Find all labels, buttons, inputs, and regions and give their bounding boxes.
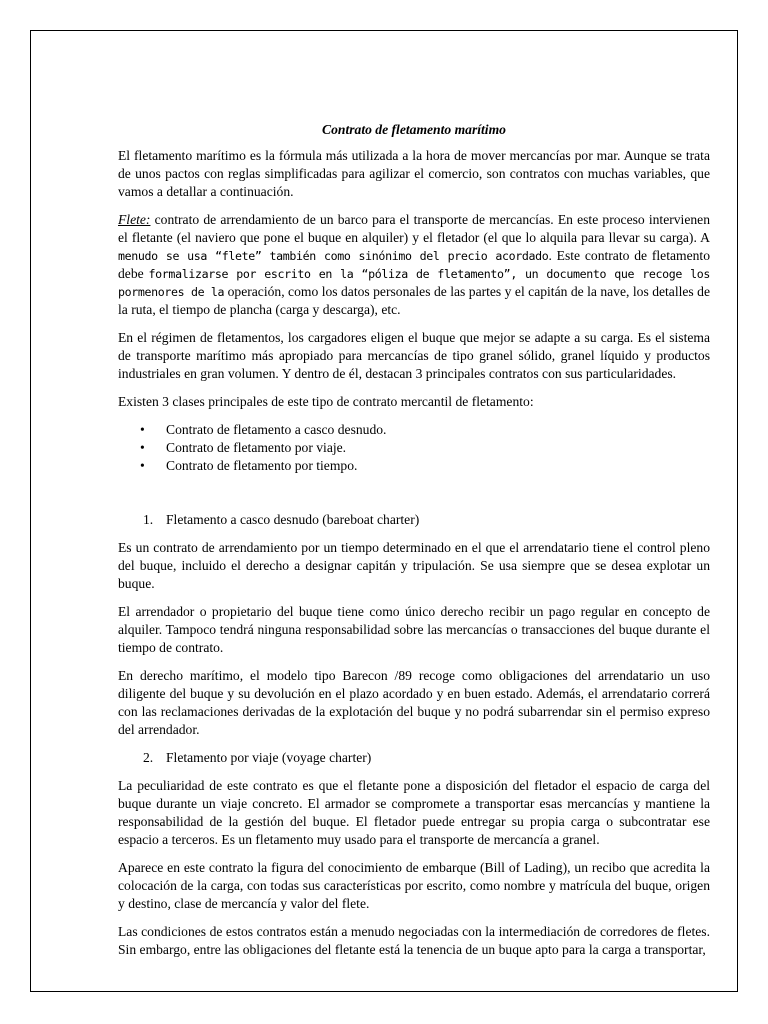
section2-heading bbox=[118, 749, 710, 767]
flete-text-mono: menudo se usa “flete” también como sinónimo del precio acordado bbox=[118, 249, 549, 263]
flete-text-mono-2: formalizarse por escrito en la “póliza de fletamento”, un documento que recoge los pormenores de la bbox=[118, 267, 710, 299]
section2-number: 2. bbox=[143, 750, 154, 765]
list-item: • Contrato de fletamento por viaje. bbox=[118, 439, 710, 457]
section1-paragraph-3: En derecho marítimo, el modelo tipo Barecon /89 recoge como obligaciones del arrendatario un uso diligente del buque y su devolución en el plazo acordado y en buen estado. Además, el arrendatario correrá con las reclamaciones derivadas de la explotación del buque y no podrá subarrendar sin el permiso expreso del arrendador. bbox=[118, 668, 710, 737]
document-title: Contrato de fletamento marítimo bbox=[322, 122, 506, 137]
section1-paragraph-2: El arrendador o propietario del buque tiene como único derecho recibir un pago regular en concepto de alquiler. Tampoco tendrá ninguna responsabilidad sobre las mercancías o transacciones del buque durante el tiempo de contrato. bbox=[118, 604, 710, 655]
flete-label: Flete: bbox=[118, 212, 151, 227]
document-page bbox=[30, 30, 738, 992]
intro-paragraph: El fletamento marítimo es la fórmula más utilizada a la hora de mover mercancías por mar. Aunque se trata de unos pactos con reglas simplificadas para agilizar el comercio, son contratos con muchas variables, que vamos a detallar a continuación. bbox=[118, 148, 710, 199]
list-item: • Contrato de fletamento a casco desnudo. bbox=[118, 421, 710, 439]
section2-paragraph-1: La peculiaridad de este contrato es que el fletante pone a disposición del fletador el espacio de carga del buque durante un viaje concreto. El armador se compromete a transportar esas mercancías y mantiene la responsabilidad de la gestión del buque. El fletador puede entregar su propia carga o subcontratar ese espacio a terceros. Es un fletamento muy usado para el transporte de mercancía a granel. bbox=[118, 778, 710, 847]
section2-paragraph-2: Aparece en este contrato la figura del conocimiento de embarque (Bill of Lading), un recibo que acredita la colocación de la carga, con todas sus características por escrito, como nombre y matrícula del buque, origen y destino, clase de mercancía y valor del flete. bbox=[118, 860, 710, 911]
section1-number: 1. bbox=[143, 512, 154, 527]
section1-paragraph-1: Es un contrato de arrendamiento por un tiempo determinado en el que el arrendatario tiene el control pleno del buque, incluido el derecho a designar capitán y tripulación. Se usa siempre que se desea explotar un buque. bbox=[118, 540, 710, 591]
section1-heading-text: Fletamento a casco desnudo (bareboat charter) bbox=[166, 512, 420, 527]
flete-text-3: operación, como los datos personales de las partes y el capitán de la nave, los detalles de la ruta, el tiempo de plancha (carga y descarga), etc. bbox=[118, 284, 710, 317]
flete-paragraph bbox=[118, 211, 710, 319]
clases-list bbox=[118, 421, 710, 475]
list-item: • Contrato de fletamento por tiempo. bbox=[118, 457, 710, 475]
flete-text-2: . Este contrato de fletamento debe bbox=[118, 248, 710, 281]
section2-heading-text: Fletamento por viaje (voyage charter) bbox=[166, 750, 372, 765]
section2-paragraph-3: Las condiciones de estos contratos están a menudo negociadas con la intermediación de corredores de fletes. Sin embargo, entre las obligaciones del fletante está la tenencia de un buque apto para la carga a transportar, bbox=[118, 924, 710, 957]
section1-heading bbox=[118, 511, 710, 529]
flete-text-1: contrato de arrendamiento de un barco para el transporte de mercancías. En este proceso intervienen el fletante (el naviero que pone el buque en alquiler) y el fletador (el que lo alquila para llevar su carga). A bbox=[118, 212, 710, 245]
regimen-paragraph: En el régimen de fletamentos, los cargadores eligen el buque que mejor se adapte a su carga. Es el sistema de transporte marítimo más apropiado para mercancías de tipo granel sólido, granel líquido y productos industriales en gran volumen. Y dentro de él, destacan 3 principales contratos con sus particularidades. bbox=[118, 330, 710, 381]
clases-intro: Existen 3 clases principales de este tipo de contrato mercantil de fletamento: bbox=[118, 394, 534, 409]
spacer bbox=[118, 485, 710, 511]
document-body bbox=[118, 121, 710, 969]
